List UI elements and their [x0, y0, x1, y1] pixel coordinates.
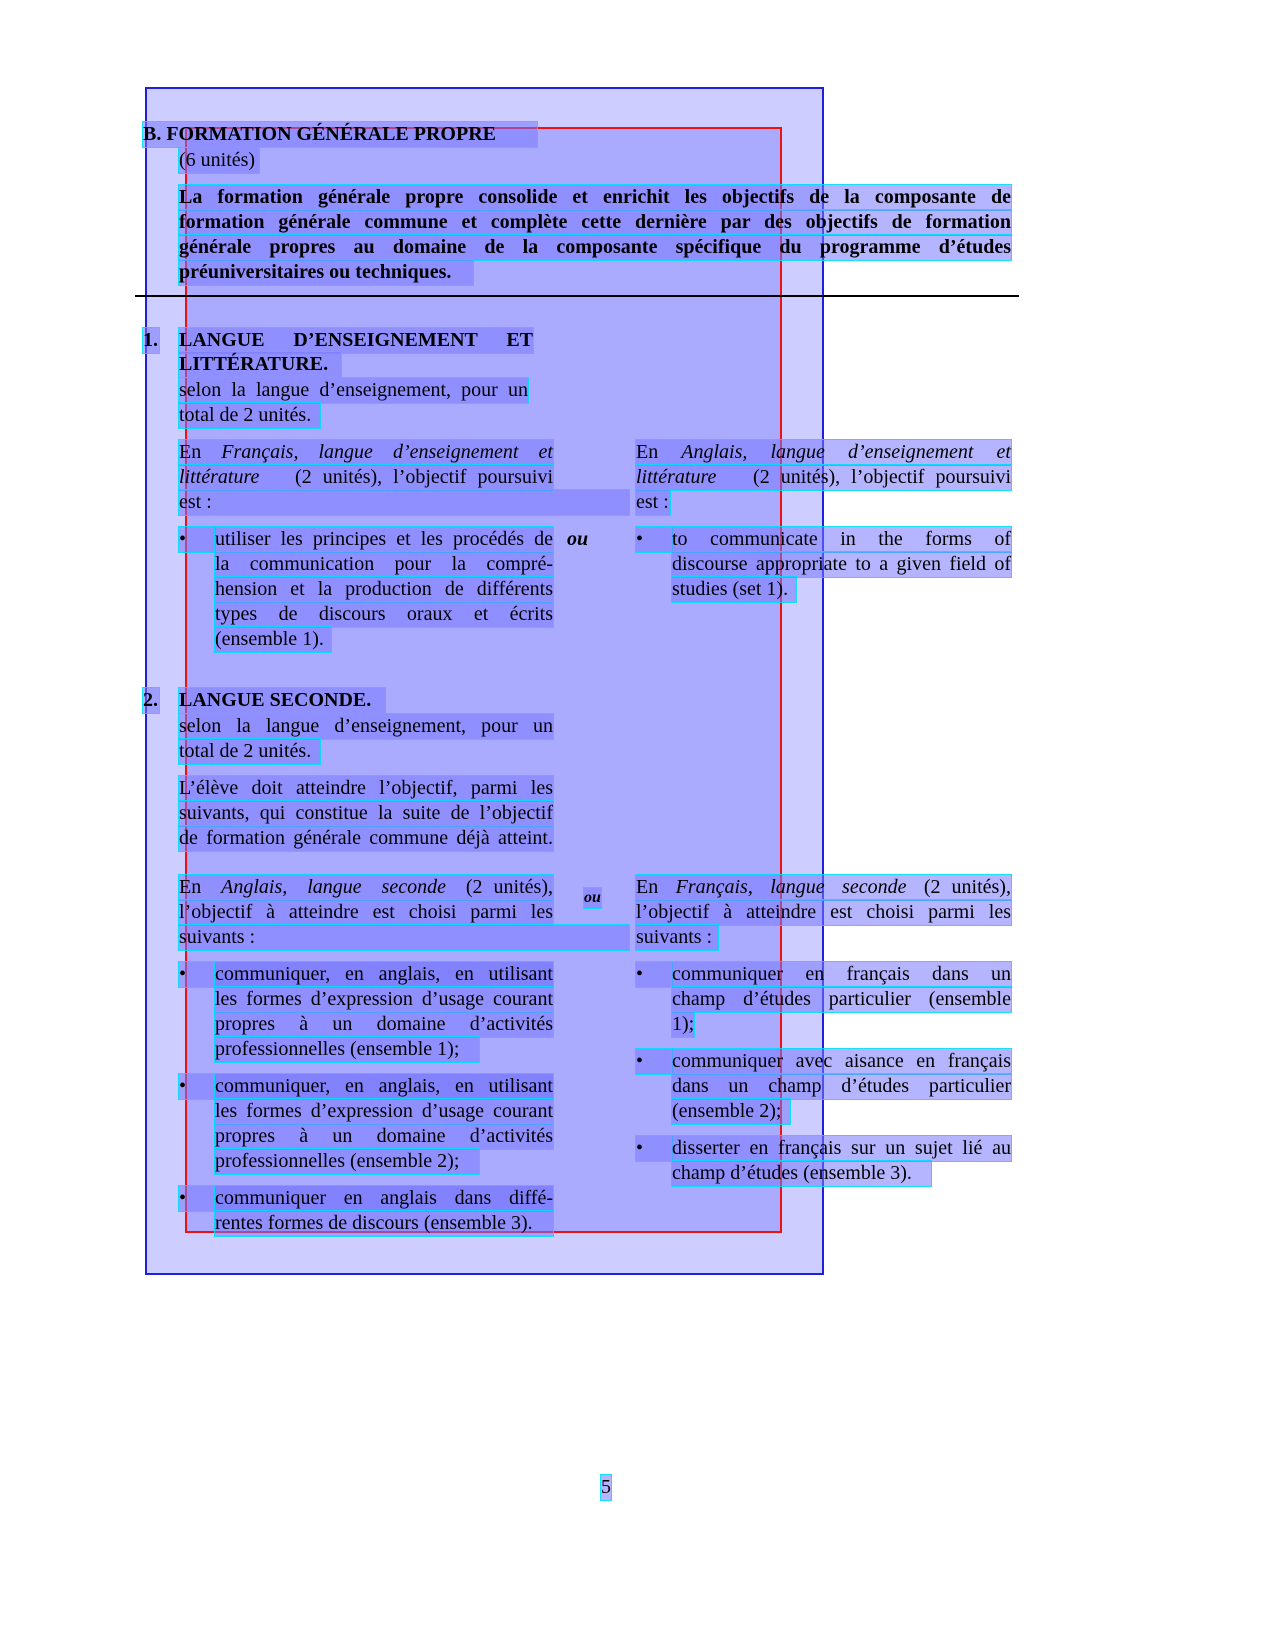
s1-right-italic-4: et [996, 441, 1011, 463]
s2-left-italic-2: langue [307, 876, 362, 898]
s2-left-italic-3: seconde [381, 876, 446, 898]
s1-right-bullet-line-2: discourse appropriate to a given field of [672, 553, 1011, 575]
section-b-intro-line-2: formation générale commune et complète cette dernière par des objectifs de formation [179, 211, 1011, 233]
s2-left-b2-line-4: professionnelles (ensemble 2); [215, 1149, 479, 1174]
s1-left-bullet-line-1: utiliser les principes et les procédés de [215, 528, 553, 550]
s2-left-intro-line-3: suivants : [179, 925, 629, 950]
s2-right-b3-line-1: disserter en français sur un sujet lié au [672, 1137, 1011, 1159]
s2-right-b2-line-2: dans un champ d’études particulier [672, 1075, 1011, 1097]
s1-right-bullet-line-1: to communicate in the forms of [672, 528, 1011, 550]
s1-right-italic-1: Anglais, [681, 441, 748, 463]
s2-right-italic-1: Français, [675, 876, 753, 898]
s2-left-b1-line-1: communiquer, en anglais, en utilisant [215, 963, 553, 985]
section-1-sub-line-2: total de 2 unités. [179, 403, 320, 428]
s1-right-italic-2: langue [770, 441, 825, 463]
s1-right-italic-5: littérature [636, 466, 717, 488]
s1-left-bullet-line-3: hension et la production de différents [215, 578, 553, 600]
section-2-number: 2. [143, 689, 158, 711]
s2-right-bullet-2: • [636, 1049, 672, 1074]
s1-right-line2-rest: (2 unités), l’objectif poursuivi [753, 466, 1011, 488]
section-2-sub-line-1: selon la langue d’enseignement, pour un [179, 715, 553, 737]
s2-right-b2-line-3: (ensemble 2); [672, 1099, 790, 1124]
s2-right-b1-line-3: 1); [672, 1013, 695, 1035]
s2-right-line1-rest: (2 unités), [923, 876, 1011, 898]
s2-left-italic-1: Anglais, [221, 876, 288, 898]
s1-left-en: En [179, 441, 202, 463]
s1-left-bullet-line-2: la communication pour la compré- [215, 553, 553, 575]
s2-left-b2-line-1: communiquer, en anglais, en utilisant [215, 1075, 553, 1097]
s1-left-bullet: • [179, 527, 215, 552]
s2-left-b2-line-3: propres à un domaine d’activités [215, 1125, 553, 1147]
s2-left-bullet-1: • [179, 962, 553, 987]
s2-left-b2-line-2: les formes d’expression d’usage courant [215, 1100, 553, 1122]
section-b-intro-line-4: préuniversitaires ou techniques. [179, 260, 473, 285]
s1-right-intro-line-2 [636, 465, 1011, 490]
section-2-para-line-1: L’élève doit atteindre l’objectif, parmi les [179, 777, 553, 799]
s2-left-line1-rest: (2 unités), [465, 876, 553, 898]
s2-right-italic-3: seconde [842, 876, 907, 898]
s1-right-en: En [636, 441, 659, 463]
s2-right-intro-line-3: suivants : [636, 925, 718, 950]
s2-right-b2-line-1: communiquer avec aisance en français [672, 1050, 1011, 1072]
section-b-heading: B. FORMATION GÉNÉRALE PROPRE [143, 122, 537, 147]
s2-right-intro-line-1 [636, 875, 1011, 900]
s2-right-en: En [636, 876, 659, 898]
section-1-number: 1. [143, 329, 158, 351]
s1-right-bullet: • [636, 527, 672, 552]
section-2-heading: LANGUE SECONDE. [179, 688, 385, 713]
s1-left-intro-line-2 [179, 465, 553, 490]
s2-left-b1-line-4: professionnelles (ensemble 1); [215, 1037, 479, 1062]
section-1-heading-line-2: LITTÉRATURE. [179, 352, 341, 377]
s2-right-bullet-3: • [636, 1136, 672, 1161]
s1-left-italic-2: langue [318, 441, 373, 463]
s1-left-italic-3: d’enseignement [392, 441, 519, 463]
s2-left-b3-line-2: rentes formes de discours (ensemble 3). [215, 1211, 553, 1236]
s2-right-intro-line-2: l’objectif à atteindre est choisi parmi les [636, 901, 1011, 923]
s1-right-italic-3: d’enseignement [847, 441, 974, 463]
s2-left-bullet-3: • [179, 1186, 553, 1211]
s2-right-b3-line-2: champ d’études (ensemble 3). [672, 1161, 931, 1186]
s1-ou-connector: ou [567, 528, 589, 550]
s1-left-intro-line-3: est : [179, 490, 629, 515]
s1-right-intro-line-3: est : [636, 491, 669, 513]
s1-left-bullet-line-5: (ensemble 1). [215, 627, 331, 652]
s2-left-en: En [179, 876, 202, 898]
s1-right-bullet-line-3: studies (set 1). [672, 577, 796, 602]
horizontal-divider [135, 295, 1019, 297]
section-b-intro-line-1: La formation générale propre consolide et enrichit les objectifs de la composante de [179, 186, 1011, 208]
section-2-sub-line-2: total de 2 unités. [179, 739, 320, 764]
section-2-para-line-3: de formation générale commune déjà atteint. [179, 827, 553, 849]
s2-right-bullet-1: • [636, 962, 672, 987]
section-1-heading-line-1: LANGUE D’ENSEIGNEMENT ET [179, 329, 533, 351]
s2-right-italic-2: langue [770, 876, 825, 898]
s1-left-line2-rest: (2 unités), l’objectif poursuivi [295, 466, 553, 488]
s2-left-intro-line-2: l’objectif à atteindre est choisi parmi les [179, 901, 553, 923]
s1-left-italic-1: Français, [221, 441, 299, 463]
s1-right-intro-line-1 [636, 440, 1011, 465]
section-1-sub-line-1: selon la langue d’enseignement, pour un [179, 379, 528, 401]
section-2-para-line-2: suivants, qui constitue la suite de l’objectif [179, 802, 553, 824]
s1-left-intro-line-1 [179, 440, 553, 465]
s2-left-b1-line-2: les formes d’expression d’usage courant [215, 988, 553, 1010]
section-b-units: (6 unités) [179, 148, 259, 173]
s1-left-italic-4: et [538, 441, 553, 463]
s2-ou-connector: ou [584, 889, 601, 906]
s2-left-intro-line-1 [179, 875, 553, 900]
section-b-intro-line-3: générale propres au domaine de la composante spécifique du programme d’études [179, 236, 1011, 258]
s2-left-bullet-2: • [179, 1074, 553, 1099]
s2-right-b1-line-2: champ d’études particulier (ensemble [672, 988, 1011, 1010]
s2-left-b1-line-3: propres à un domaine d’activités [215, 1013, 553, 1035]
page-number: 5 [601, 1476, 611, 1498]
s2-left-b3-line-1: communiquer en anglais dans diffé- [215, 1187, 553, 1209]
s1-left-italic-5: littérature [179, 466, 260, 488]
s1-left-bullet-line-4: types de discours oraux et écrits [215, 603, 553, 625]
s2-right-b1-line-1: communiquer en français dans un [672, 963, 1011, 985]
